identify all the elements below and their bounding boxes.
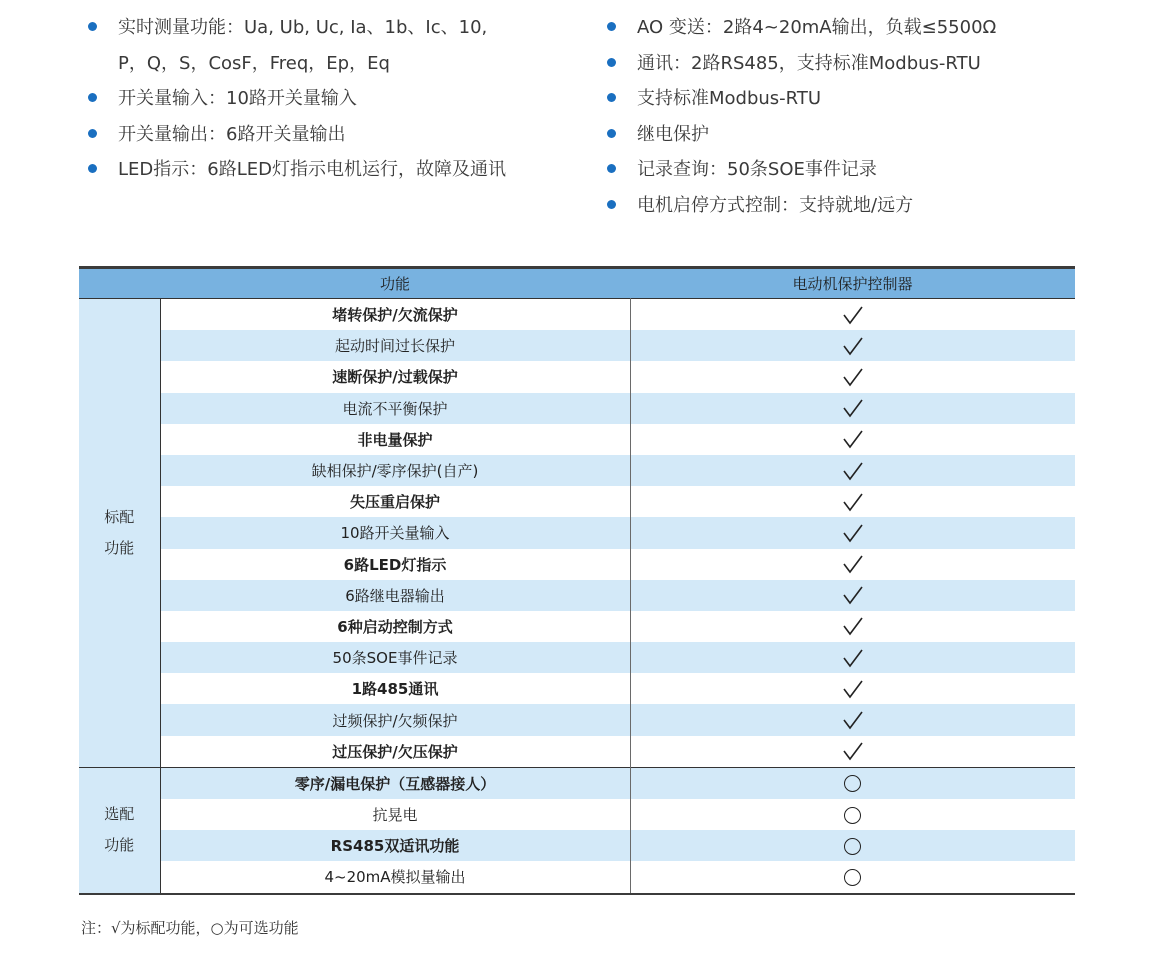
function-name: 过压保护/欠压保护	[160, 736, 630, 768]
feature-text: 记录查询：50条SOE事件记录	[637, 159, 877, 180]
standard-group-label	[79, 299, 160, 768]
bullet-dot-icon	[607, 58, 616, 67]
feature-item	[607, 117, 1127, 153]
group-label-line: 功能	[104, 836, 135, 855]
table-row	[79, 767, 1075, 799]
table-row	[79, 830, 1075, 861]
standard-check-icon	[630, 299, 1075, 331]
table-row	[79, 861, 1075, 893]
optional-circle-icon	[630, 799, 1075, 830]
header-group-cell	[79, 268, 160, 299]
standard-check-icon	[630, 517, 1075, 548]
table-row	[79, 580, 1075, 611]
standard-check-icon	[630, 580, 1075, 611]
table-row	[79, 455, 1075, 486]
legend-note: 注：√为标配功能，○为可选功能	[81, 919, 299, 937]
optional-group-label	[79, 767, 160, 893]
table-row	[79, 736, 1075, 768]
function-name: 零序/漏电保护（互感器接人）	[160, 767, 630, 799]
feature-text: 继电保护	[637, 123, 709, 145]
group-label-line: 标配	[104, 507, 135, 526]
table-row	[79, 799, 1075, 830]
function-name: 抗晃电	[160, 799, 630, 830]
feature-item	[607, 152, 1127, 188]
feature-text: AO 变送：2路4~20mA输出，负载≤5500Ω	[637, 17, 997, 38]
function-name: 堵转保护/欠流保护	[160, 299, 630, 331]
standard-check-icon	[630, 611, 1075, 642]
function-name: 起动时间过长保护	[160, 330, 630, 361]
feature-text: 开关量输出：6路开关量输出	[118, 123, 346, 145]
feature-list-left	[88, 10, 558, 188]
feature-text: 支持标准Modbus-RTU	[637, 88, 822, 109]
function-name: 1路485通讯	[160, 673, 630, 704]
bullet-dot-icon	[607, 200, 616, 209]
standard-check-icon	[630, 424, 1075, 455]
function-name: 非电量保护	[160, 424, 630, 455]
table-row	[79, 330, 1075, 361]
function-name: 6种启动控制方式	[160, 611, 630, 642]
standard-check-icon	[630, 330, 1075, 361]
feature-list-right	[607, 10, 1127, 223]
standard-check-icon	[630, 486, 1075, 517]
table-row	[79, 424, 1075, 455]
function-name: 缺相保护/零序保护(自产)	[160, 455, 630, 486]
feature-text: 开关量输入：10路开关量输入	[118, 88, 357, 109]
table-row	[79, 704, 1075, 735]
feature-item	[607, 81, 1127, 117]
feature-table	[79, 266, 1075, 895]
feature-text: 实时测量功能：Ua, Ub, Uc, Ia、1b、Ic、10,	[118, 17, 488, 38]
bullet-dot-icon	[88, 164, 97, 173]
function-name: 6路继电器输出	[160, 580, 630, 611]
table-row	[79, 673, 1075, 704]
group-label-line: 选配	[104, 805, 135, 824]
bullet-dot-icon	[88, 129, 97, 138]
bullet-dot-icon	[607, 22, 616, 31]
bullet-dot-icon	[607, 164, 616, 173]
feature-item	[607, 46, 1127, 82]
function-name: 电流不平衡保护	[160, 393, 630, 424]
feature-text: 通讯：2路RS485，支持标准Modbus-RTU	[637, 52, 981, 74]
table-row	[79, 549, 1075, 580]
header-function: 功能	[160, 268, 630, 299]
table-body	[79, 299, 1075, 894]
table-row	[79, 642, 1075, 673]
optional-circle-icon	[630, 861, 1075, 893]
function-name: 6路LED灯指示	[160, 549, 630, 580]
feature-text: P，Q，S，CosF，Freq，Ep，Eq	[118, 52, 390, 74]
feature-item	[88, 117, 558, 153]
bullet-dot-icon	[88, 22, 97, 31]
optional-circle-icon	[630, 830, 1075, 861]
table-row	[79, 393, 1075, 424]
bullet-dot-icon	[607, 93, 616, 102]
function-name: 速断保护/过载保护	[160, 361, 630, 392]
optional-circle-icon	[630, 767, 1075, 799]
standard-check-icon	[630, 673, 1075, 704]
standard-check-icon	[630, 642, 1075, 673]
standard-check-icon	[630, 704, 1075, 735]
table-row	[79, 486, 1075, 517]
bullet-dot-icon	[607, 129, 616, 138]
table-row	[79, 611, 1075, 642]
feature-text: LED指示：6路LED灯指示电机运行，故障及通讯	[118, 159, 506, 180]
function-name: 失压重启保护	[160, 486, 630, 517]
standard-check-icon	[630, 736, 1075, 768]
table-row	[79, 299, 1075, 331]
table-row	[79, 361, 1075, 392]
standard-check-icon	[630, 455, 1075, 486]
function-name: 50条SOE事件记录	[160, 642, 630, 673]
feature-item	[607, 10, 1127, 46]
feature-item	[607, 188, 1127, 224]
standard-check-icon	[630, 361, 1075, 392]
feature-item	[88, 81, 558, 117]
table-header-row	[79, 268, 1075, 299]
feature-item	[88, 10, 558, 81]
standard-check-icon	[630, 393, 1075, 424]
table-row	[79, 517, 1075, 548]
standard-check-icon	[630, 549, 1075, 580]
group-label-line: 功能	[104, 538, 135, 557]
feature-item	[88, 152, 558, 188]
bullet-dot-icon	[88, 93, 97, 102]
function-name: 10路开关量输入	[160, 517, 630, 548]
header-product: 电动机保护控制器	[630, 268, 1075, 299]
function-name: 4~20mA模拟量输出	[160, 861, 630, 893]
feature-text: 电机启停方式控制：支持就地/远方	[637, 194, 914, 216]
function-name: 过频保护/欠频保护	[160, 704, 630, 735]
function-name: RS485双适讯功能	[160, 830, 630, 861]
